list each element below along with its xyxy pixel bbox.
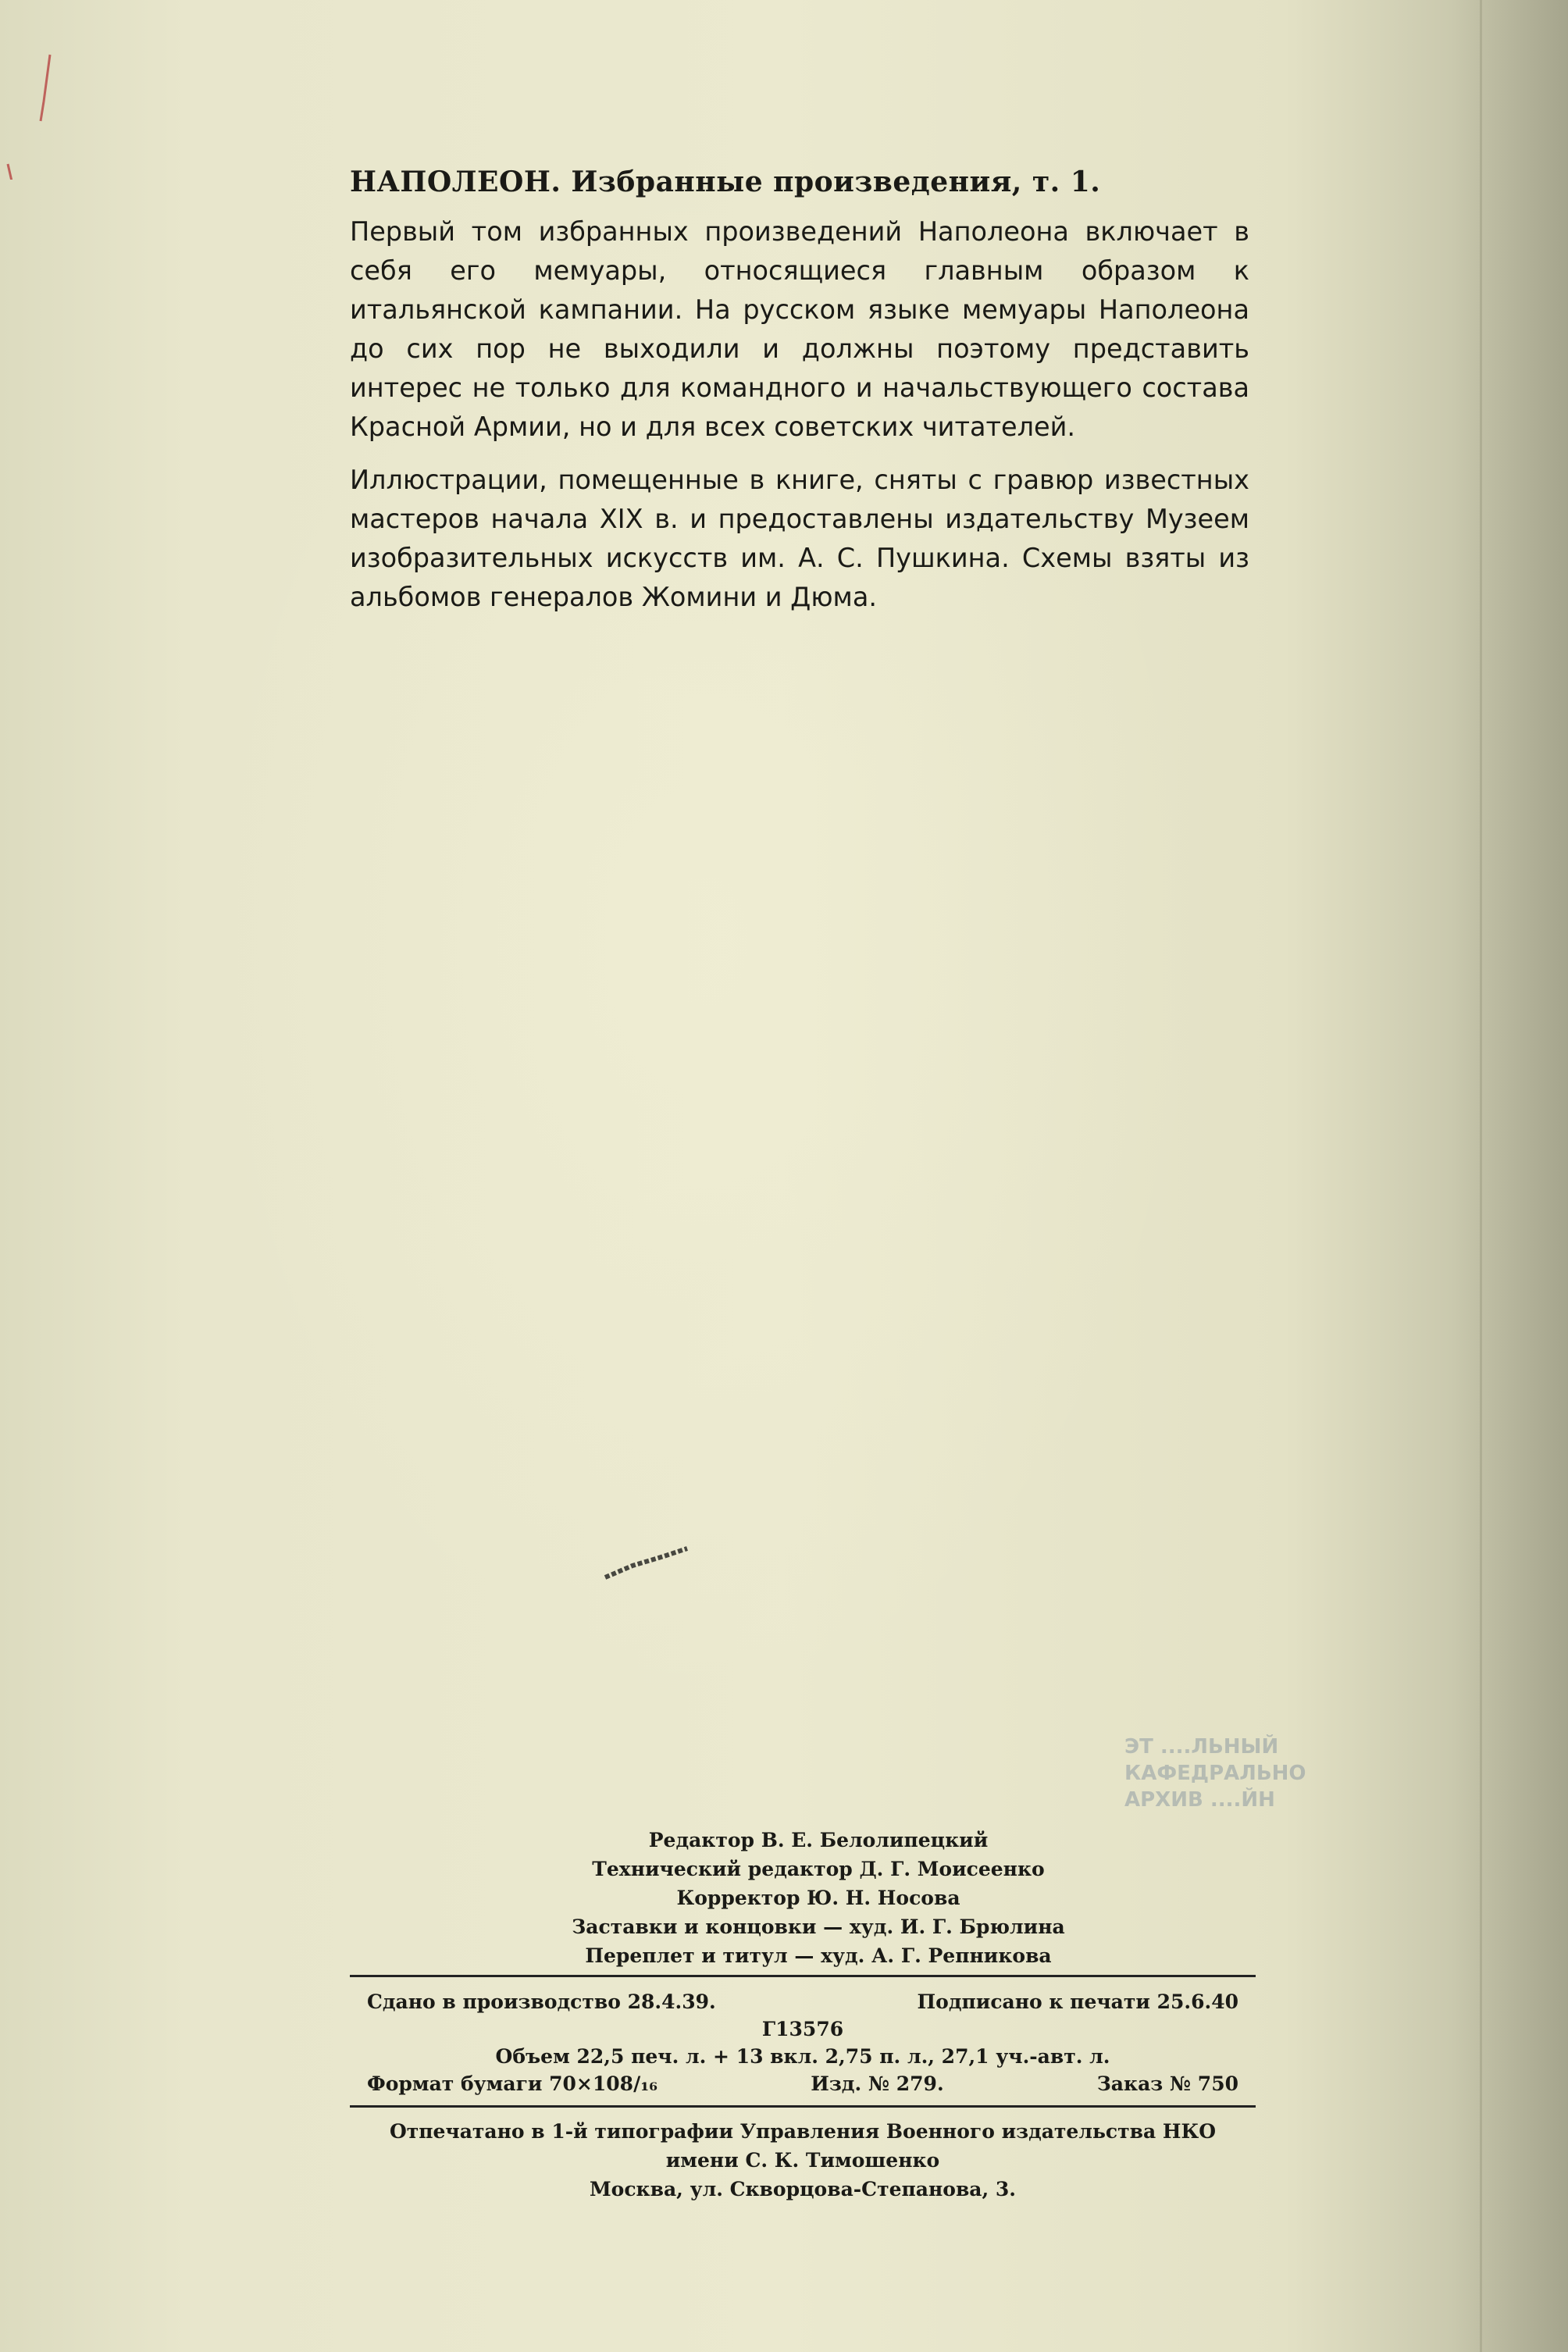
printer-line: Отпечатано в 1-й типографии Управления Военного издательства НКО	[389, 2120, 1217, 2143]
divider	[350, 1975, 1256, 1977]
submitted-date: Сдано в производство 28.4.39.	[367, 1990, 716, 2013]
printer-address: Москва, ул. Скворцова-Степанова, 3.	[589, 2178, 1017, 2201]
divider	[350, 2105, 1256, 2108]
annotation-paragraph: Иллюстрации, помещенные в книге, сняты с гравюр известных мастеров начала XIX в. и предоставлены издательству Музеем изобразительных искусств им. А. С. Пушкина. Схемы взяты из альбомов генералов Жомини и Дюма.	[350, 465, 1249, 612]
edition-number: Изд. № 279.	[811, 2072, 944, 2095]
paper-format: Формат бумаги 70×108/₁₆	[367, 2072, 658, 2095]
page-edge-shadow	[1451, 0, 1568, 2352]
page-crease	[1480, 0, 1482, 2352]
order-number: Заказ № 750	[1096, 2072, 1238, 2095]
binding-credit: Переплет и титул — худ. А. Г. Репникова	[585, 1944, 1052, 1967]
volume-info: Объем 22,5 печ. л. + 13 вкл. 2,75 п. л., 27,1 уч.-авт. л.	[495, 2045, 1110, 2068]
proofreader-credit: Корректор Ю. Н. Носова	[676, 1887, 960, 1909]
annotation-title: НАПОЛЕОН. Избранные произведения, т. 1.	[350, 166, 1101, 198]
publication-details	[350, 1982, 1256, 2101]
editor-credit: Редактор В. Е. Белолипецкий	[648, 1829, 989, 1851]
annotation-paragraph: Первый том избранных произведений Наполеона включает в себя его мемуары, относящиеся главным образом к итальянской кампании. На русском языке мемуары Наполеона до сих пор не выходили и должны поэтому представить интерес не только для командного и начальствующего состава Красной Армии, но и для всех советских читателей.	[350, 216, 1249, 442]
ink-smudge	[601, 1542, 718, 1581]
credits-list	[381, 1826, 1256, 1970]
book-annotation	[350, 166, 1249, 617]
signed-date: Подписано к печати 25.6.40	[917, 1990, 1238, 2013]
printer-line: имени С. К. Тимошенко	[665, 2149, 940, 2172]
red-pencil-mark	[3, 47, 66, 180]
faded-library-stamp: ЭТ ....ЛЬНЫЙ КАФЕДРАЛЬНО АРХИВ ....ЙН	[1124, 1735, 1306, 1812]
publication-code: Г13576	[761, 2018, 844, 2040]
printer-info	[350, 2112, 1256, 2204]
ornaments-credit: Заставки и концовки — худ. И. Г. Брюлина	[572, 1915, 1065, 1938]
tech-editor-credit: Технический редактор Д. Г. Моисеенко	[592, 1858, 1045, 1880]
colophon	[350, 1826, 1256, 2204]
